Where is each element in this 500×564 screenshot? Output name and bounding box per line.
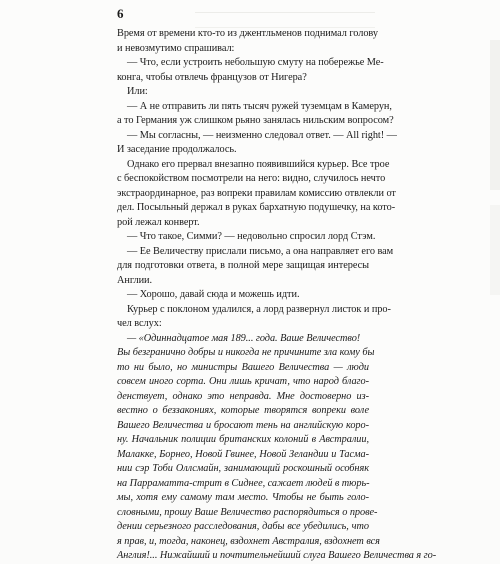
text-line: мы, хотя ему самому там место. Чтобы не быть голо- <box>117 492 369 503</box>
text-line: Вы безгранично добры и никогда не причините зла кому бы <box>117 347 375 358</box>
text-line: словными, прошу Ваше Величество распорядиться о прове- <box>117 506 378 518</box>
facing-page-bleed <box>490 40 500 190</box>
text-line: вестно о беззакониях, которые творятся вопреки воле <box>117 405 369 416</box>
text-line: Однако его прервал внезапно появившийся курьер. Все трое <box>127 158 390 170</box>
text-line: а то Германия уж слишком рьяно занялась нильским вопросом? <box>117 115 394 126</box>
text-line: ну. Начальник полиции британских колоний в Австралии, <box>117 434 369 445</box>
text-line: то ни было, но министры Вашего Величества — люди <box>117 361 369 373</box>
text-line: рой лежал конверт. <box>117 216 200 228</box>
text-line: совсем иного сорта. Они лишь кричат, что народ благо- <box>117 376 369 387</box>
text-line: Англия!... Нижайший и почтительнейший слуга Вашего Величества я го- <box>117 550 437 561</box>
text-line: нии сэр Тоби Оллсмайн, занимающий роскошный особняк <box>117 463 369 474</box>
text-line: — Что, если устроить небольшую смуту на побережье Ме- <box>127 57 384 68</box>
text-line: Время от времени кто-то из джентльменов поднимал голову <box>117 28 378 39</box>
text-line: — А не отправить ли пять тысяч ружей туземцам в Камерун, <box>127 100 392 112</box>
text-line: на Парраматта-стрит в Сиднее, сажает людей в тюрь- <box>117 477 370 489</box>
text-line: И заседание продолжалось. <box>117 144 237 155</box>
text-line: — Мы согласны, — неизменно следовал ответ. — All right! — <box>127 129 397 141</box>
page-text <box>117 27 437 564</box>
facing-page-bleed <box>490 205 500 295</box>
text-line: денствует, однако это неправда. Мне достоверно из- <box>117 390 369 402</box>
text-line: Вашего Величества и бросают тень на английскую коро- <box>117 419 369 431</box>
text-line: — Что такое, Симми? — недовольно спросил лорд Стэм. <box>127 231 376 242</box>
text-line: Малакке, Борнео, Новой Гвинее, Новой Зеландии и Тасма- <box>117 448 369 460</box>
text-line: Курьер с поклоном удалился, а лорд развернул листок и про- <box>127 303 391 315</box>
text-line: — «Одиннадцатое мая 189... года. Ваше Величество! <box>127 332 361 344</box>
text-line: конга, чтобы отвлечь французов от Нигера? <box>117 71 307 83</box>
text-line: для подготовки ответа, в полной мере защищая интересы <box>117 260 369 271</box>
faded-header-ornament <box>195 12 375 28</box>
text-line: Англии. <box>117 274 153 286</box>
text-line: дении серьезного расследования, дабы все убедились, что <box>117 521 369 532</box>
text-line: и невозмутимо спрашивал: <box>117 42 235 54</box>
text-line: чел вслух: <box>117 318 162 329</box>
text-line: Или: <box>127 86 148 97</box>
text-line: экстраординарное, раз вопреки правилам комиссию отвлекли от <box>117 187 396 199</box>
text-line: — Хорошо, давай сюда и можешь идти. <box>127 289 300 300</box>
text-line: дел. Посыльный держал в руках бархатную подушечку, на кото- <box>117 202 396 213</box>
text-line: — Ее Величеству прислали письмо, а она направляет его вам <box>127 245 394 257</box>
text-line: с беспокойством посмотрели на него: видно, случилось нечто <box>117 173 386 184</box>
text-line: я прав, и, тогда, наконец, вздохнет Австралия, вздохнет вся <box>117 535 380 547</box>
page-number: 6 <box>117 6 124 21</box>
